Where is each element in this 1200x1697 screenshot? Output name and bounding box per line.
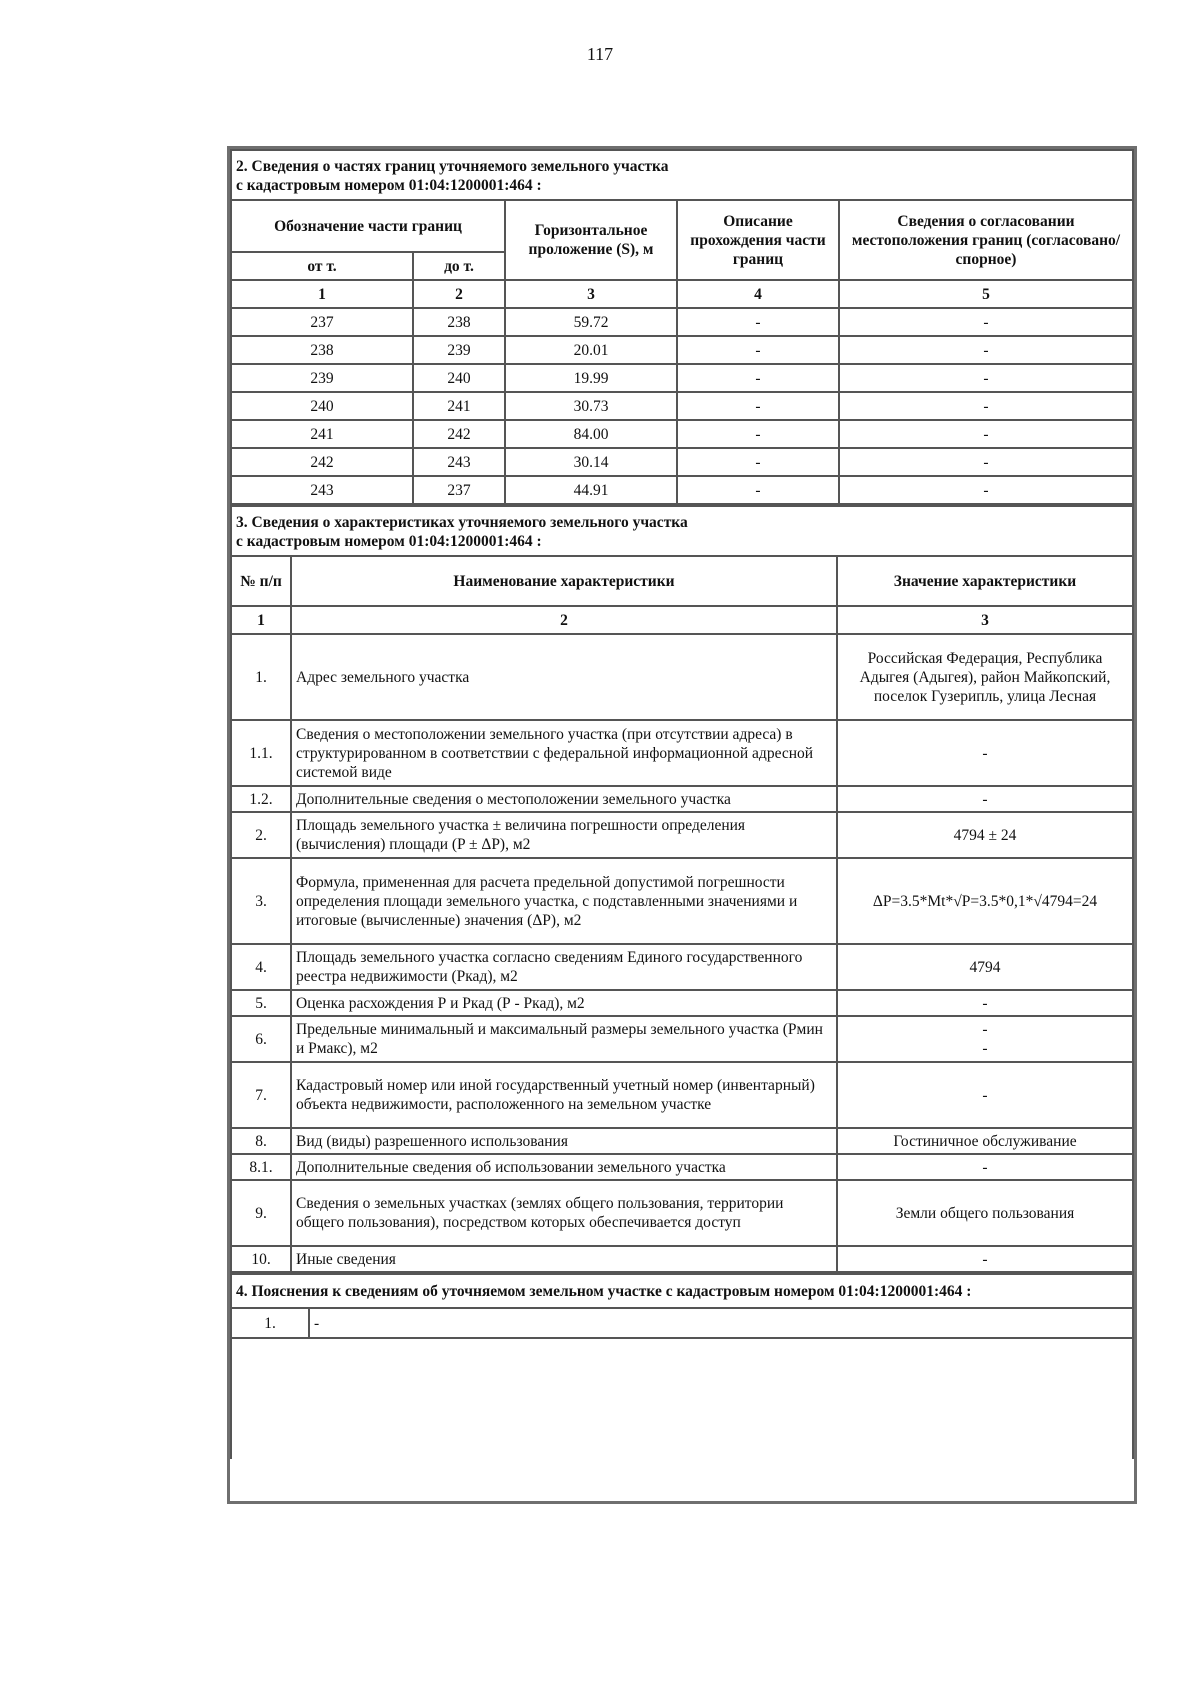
header-from: от т. <box>231 252 413 280</box>
form-frame <box>227 146 1137 1504</box>
section3-table <box>230 505 1134 1273</box>
section3-title: 3. Сведения о характеристиках уточняемого земельного участка с кадастровым номером 01:04:1200001:464 : <box>231 506 1133 556</box>
table-row: 8.1. Дополнительные сведения об использовании земельного участка - <box>231 1154 1133 1180</box>
table-row: 5. Оценка расхождения Р и Ркад (Р - Ркад), м2 - <box>231 990 1133 1016</box>
table-row: 4. Площадь земельного участка согласно сведениям Единого государственного реестра недвижимости (Ркад), м2 4794 <box>231 944 1133 990</box>
header-part-designation: Обозначение части границ <box>231 200 505 252</box>
header-description: Описание прохождения части границ <box>677 200 839 280</box>
table-row: 243 237 44.91 - - <box>231 476 1133 504</box>
section4-table <box>230 1273 1134 1459</box>
table-row: 1.1. Сведения о местоположении земельного участка (при отсутствии адреса) в структурированном в соответствии с федеральной информационной адресной системой виде - <box>231 720 1133 786</box>
header-name: Наименование характеристики <box>291 556 837 606</box>
notes-empty-area <box>231 1338 1133 1459</box>
table-row: 238 239 20.01 - - <box>231 336 1133 364</box>
header-horizontal: Горизонтальное проложение (S), м <box>505 200 677 280</box>
table-row: 240 241 30.73 - - <box>231 392 1133 420</box>
table-row: 2. Площадь земельного участка ± величина погрешности определения (вычисления) площади (P ± ΔP), м2 4794 ± 24 <box>231 812 1133 858</box>
table-row: 1.2. Дополнительные сведения о местоположении земельного участка - <box>231 786 1133 812</box>
table-row: 8. Вид (виды) разрешенного использования Гостиничное обслуживание <box>231 1128 1133 1154</box>
table-row: 1. - <box>231 1308 1133 1338</box>
section2-title: 2. Сведения о частях границ уточняемого земельного участка с кадастровым номером 01:04:1200001:464 : <box>231 150 1133 200</box>
header-value: Значение характеристики <box>837 556 1133 606</box>
header-num: № п/п <box>231 556 291 606</box>
table-row: 3. Формула, примененная для расчета предельной допустимой погрешности определения площади земельного участка, с подставленными значениями и итоговые (вычисленные) значения (ΔP), м2 ΔP=3.5*Mt*√P=3.5*0,1*√4794=24 <box>231 858 1133 944</box>
table-row: 7. Кадастровый номер или иной государственный учетный номер (инвентарный) объекта недвижимости, расположенного на земельном участке - <box>231 1062 1133 1128</box>
section4-title: 4. Пояснения к сведениям об уточняемом земельном участке с кадастровым номером 01:04:1200001:464 : <box>231 1274 1133 1308</box>
table-row: 239 240 19.99 - - <box>231 364 1133 392</box>
table-row: 9. Сведения о земельных участках (землях общего пользования, территории общего пользования), посредством которых обеспечивается доступ Земли общего пользования <box>231 1180 1133 1246</box>
section2-table <box>230 149 1134 505</box>
header-to: до т. <box>413 252 505 280</box>
page-number: 117 <box>586 44 614 64</box>
column-number-row: 1 2 3 <box>231 606 1133 634</box>
table-row: 242 243 30.14 - - <box>231 448 1133 476</box>
table-row: 1. Адрес земельного участка Российская Федерация, Республика Адыгея (Адыгея), район Майкопский, поселок Гузерипль, улица Лесная <box>231 634 1133 720</box>
header-agreement: Сведения о согласовании местоположения границ (согласовано/спорное) <box>839 200 1133 280</box>
table-row: 241 242 84.00 - - <box>231 420 1133 448</box>
table-row: 6. Предельные минимальный и максимальный размеры земельного участка (Рмин и Рмакс), м2 - - <box>231 1016 1133 1062</box>
table-row: 237 238 59.72 - - <box>231 308 1133 336</box>
table-row: 10. Иные сведения - <box>231 1246 1133 1272</box>
column-number-row: 1 2 3 4 5 <box>231 280 1133 308</box>
